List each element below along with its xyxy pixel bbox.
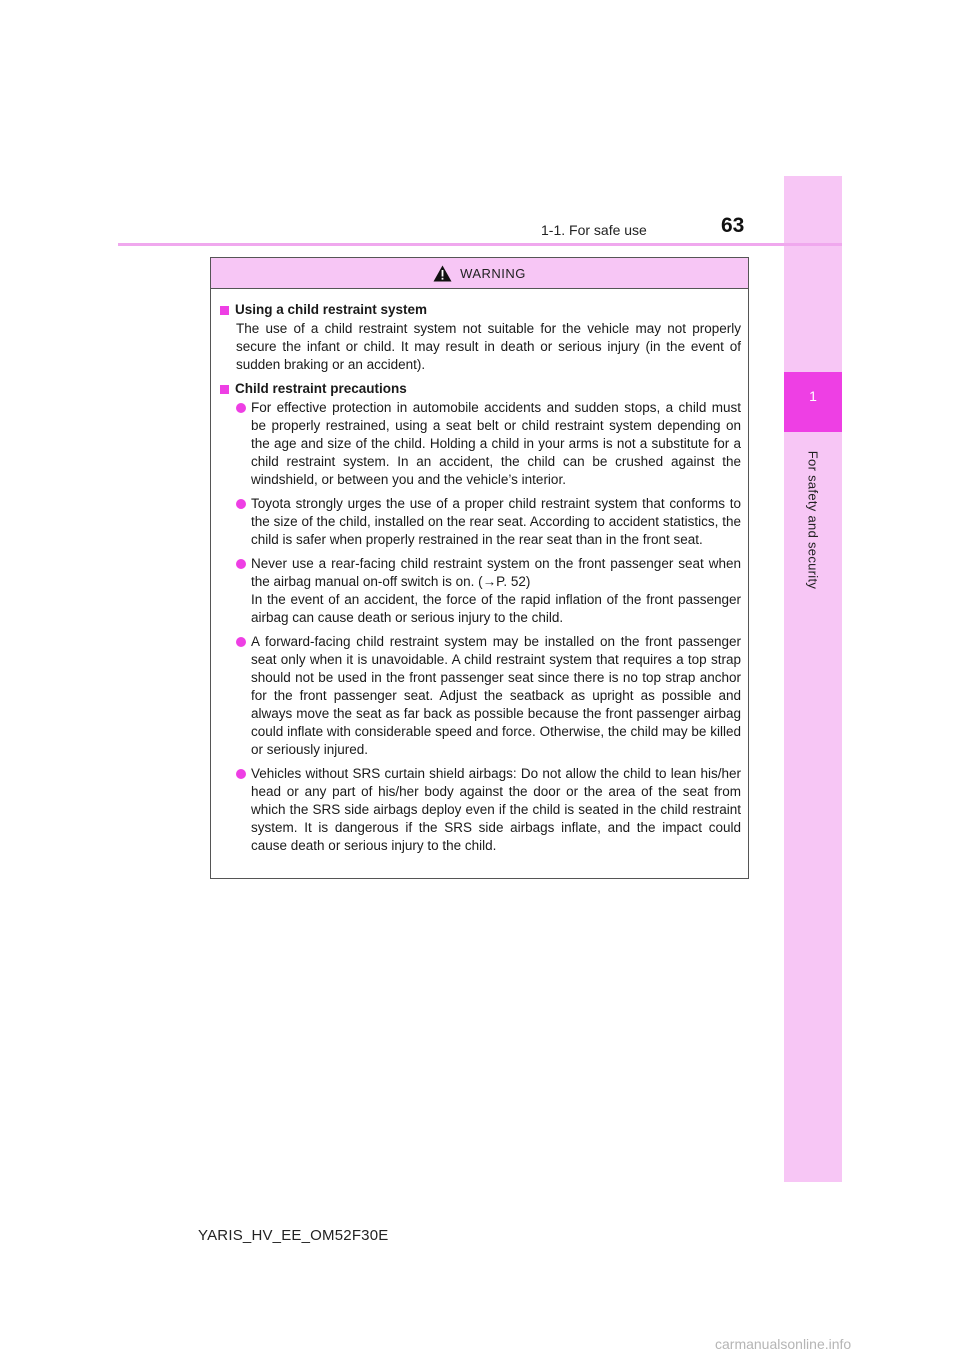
side-tab-number: 1 (809, 388, 817, 404)
section-heading: Using a child restraint system (219, 301, 741, 319)
page-number: 63 (721, 214, 745, 237)
square-bullet-icon (220, 385, 229, 394)
round-bullet-icon (236, 403, 246, 413)
warning-box (210, 257, 749, 879)
round-bullet-icon (236, 637, 246, 647)
warning-header (211, 258, 748, 289)
warning-body (211, 289, 748, 855)
header-rule (118, 243, 842, 246)
list-item: Never use a rear-facing child restraint system on the front passenger seat when the airbag manual on-off switch is on. (→P. 52) In the event of an accident, the force of the rapid inflation of the front passenger airbag can cause death or serious injury to the child. (236, 555, 741, 627)
list-item: Toyota strongly urges the use of a proper child restraint system that conforms to the size of the child, installed on the rear seat. According to accident statistics, the child is safer when properly restrained in the rear seat than in the front seat. (236, 495, 741, 549)
list-item: A forward-facing child restraint system may be installed on the front passenger seat only when it is unavoidable. A child restraint system that requires a top strap should not be used in the front passenger seat since there is no top strap anchor for the front passenger seat. Adjust the seatback as upright as possible and always move the seat as far back as possible because the front passenger airbag could inflate with considerable speed and force. Otherwise, the child may be killed or seriously injured. (236, 633, 741, 759)
side-tab (784, 176, 842, 1182)
round-bullet-icon (236, 559, 246, 569)
document-code: YARIS_HV_EE_OM52F30E (198, 1227, 389, 1244)
warning-triangle-icon (433, 265, 452, 282)
round-bullet-icon (236, 499, 246, 509)
header-section-title: 1-1. For safe use (541, 222, 647, 238)
list-item: Vehicles without SRS curtain shield airbags: Do not allow the child to lean his/her head or any part of his/her body against the door or the area of the seat from which the SRS side airbags deploy even if the child is seated in the child restraint system. It is dangerous if the SRS side airbags inflate, and the impact could cause death or serious injury to the child. (236, 765, 741, 855)
round-bullet-icon (236, 769, 246, 779)
watermark: carmanualsonline.info (715, 1336, 852, 1352)
side-tab-label: For safety and security (805, 450, 821, 590)
warning-title: WARNING (460, 265, 526, 281)
section-heading: Child restraint precautions (219, 380, 741, 398)
section-paragraph: The use of a child restraint system not suitable for the vehicle may not properly secure the infant or child. It may result in death or serious injury (in the event of sudden braking or an accident). (236, 321, 741, 372)
list-item: For effective protection in automobile accidents and sudden stops, a child must be properly restrained, using a seat belt or child restraint system depending on the age and size of the child. Holding a child in your arms is not a substitute for a child restraint system. In an accident, the child can be crushed against the windshield, or between you and the vehicle’s interior. (236, 399, 741, 489)
square-bullet-icon (220, 306, 229, 315)
